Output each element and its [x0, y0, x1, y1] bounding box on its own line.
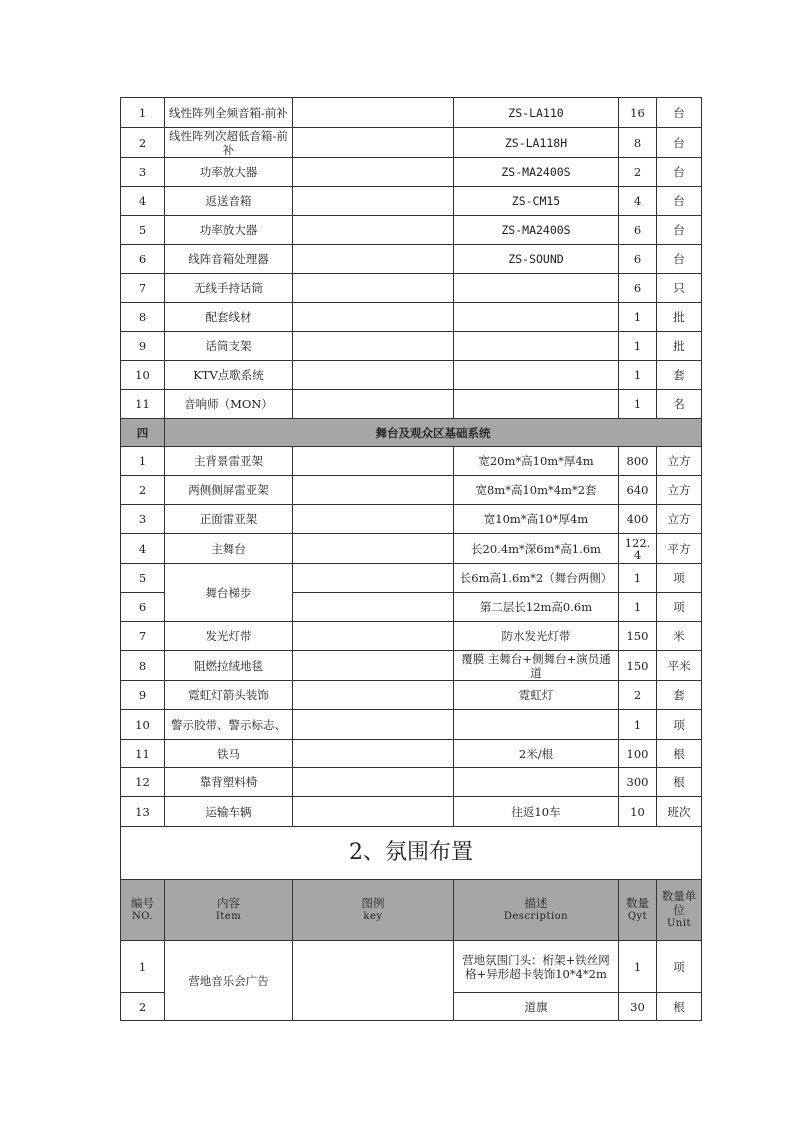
- row-number: 5: [121, 564, 165, 593]
- row-number: 11: [121, 740, 165, 768]
- row-number: 8: [121, 651, 165, 681]
- header-qty-en: Qyt: [627, 911, 648, 922]
- item-name: 无线手持话筒: [165, 274, 293, 303]
- table-row: [121, 332, 702, 361]
- row-number: 11: [121, 390, 165, 419]
- table-row: [121, 681, 702, 710]
- item-qty: 4: [619, 187, 657, 216]
- item-qty: 8: [619, 128, 657, 158]
- item-unit: 台: [657, 187, 702, 216]
- table-row: [121, 245, 702, 274]
- table-row: [121, 98, 702, 128]
- item-name: 配套线材: [165, 303, 293, 332]
- header-desc-cn: 描述: [524, 896, 548, 910]
- item-description: 覆膜 主舞台+侧舞台+演员通道: [454, 651, 619, 681]
- item-qty: 2: [619, 158, 657, 187]
- row-number: 3: [121, 158, 165, 187]
- row-number: 2: [121, 128, 165, 158]
- item-key: [293, 128, 454, 158]
- item-qty: 2: [619, 681, 657, 710]
- table-row: [121, 505, 702, 534]
- section-title: 舞台及观众区基础系统: [165, 419, 702, 447]
- row-number: 7: [121, 622, 165, 651]
- item-name: 阻燃拉绒地毯: [165, 651, 293, 681]
- item-name: 发光灯带: [165, 622, 293, 651]
- item-qty: 150: [619, 651, 657, 681]
- item-key: [293, 564, 454, 593]
- item-name: 音响师（MON）: [165, 390, 293, 419]
- item-description: 长20.4m*深6m*高1.6m: [454, 534, 619, 564]
- table-row: [121, 390, 702, 419]
- item-qty: 16: [619, 98, 657, 128]
- item-description: ZS-CM15: [454, 187, 619, 216]
- header-key: [293, 880, 454, 941]
- item-name: 返送音箱: [165, 187, 293, 216]
- item-unit: 根: [657, 768, 702, 797]
- item-key: [293, 740, 454, 768]
- header-item: [165, 880, 293, 941]
- item-unit: 项: [657, 593, 702, 622]
- item-description: ZS-LA118H: [454, 128, 619, 158]
- row-number: 6: [121, 593, 165, 622]
- item-key: [293, 447, 454, 476]
- item-qty: 1: [619, 941, 657, 993]
- item-key: [293, 303, 454, 332]
- item-qty: 150: [619, 622, 657, 651]
- item-qty: 1: [619, 593, 657, 622]
- item-qty: 1: [619, 361, 657, 390]
- item-qty: 800: [619, 447, 657, 476]
- row-number: 13: [121, 797, 165, 827]
- item-unit: 只: [657, 274, 702, 303]
- row-number: 4: [121, 534, 165, 564]
- table-row: [121, 447, 702, 476]
- item-unit: 根: [657, 740, 702, 768]
- item-qty: 100: [619, 740, 657, 768]
- item-description: [454, 390, 619, 419]
- table-row: [121, 768, 702, 797]
- item-name: 两侧侧屏雷亚架: [165, 476, 293, 505]
- item-key: [293, 651, 454, 681]
- item-unit: 班次: [657, 797, 702, 827]
- item-name: 铁马: [165, 740, 293, 768]
- row-number: 2: [121, 476, 165, 505]
- item-description: [454, 274, 619, 303]
- item-name: 话筒支架: [165, 332, 293, 361]
- item-name: 线性阵列全频音箱-前补: [165, 98, 293, 128]
- item-unit: 项: [657, 710, 702, 740]
- item-key: [293, 187, 454, 216]
- table-row: [121, 187, 702, 216]
- section-heading: 2、氛围布置: [121, 827, 702, 880]
- row-number: 4: [121, 187, 165, 216]
- section-header-row: [121, 419, 702, 447]
- header-unit: [657, 880, 702, 941]
- item-description: [454, 303, 619, 332]
- item-name: 营地音乐会广告: [165, 941, 293, 1021]
- item-unit: 项: [657, 941, 702, 993]
- item-description: 道旗: [454, 993, 619, 1021]
- item-description: ZS-SOUND: [454, 245, 619, 274]
- header-key-en: key: [363, 911, 383, 922]
- item-description: [454, 768, 619, 797]
- item-description: [454, 361, 619, 390]
- item-name: 警示胶带、警示标志、: [165, 710, 293, 740]
- row-number: 1: [121, 941, 165, 993]
- item-description: ZS-MA2400S: [454, 158, 619, 187]
- header-qty: [619, 880, 657, 941]
- row-number: 10: [121, 361, 165, 390]
- item-description: 2米/根: [454, 740, 619, 768]
- item-description: 霓虹灯: [454, 681, 619, 710]
- item-name: 线性阵列次超低音箱-前补: [165, 128, 293, 158]
- item-description: ZS-LA110: [454, 98, 619, 128]
- item-key: [293, 361, 454, 390]
- item-name: KTV点歌系统: [165, 361, 293, 390]
- item-qty: 1: [619, 564, 657, 593]
- item-description: 宽20m*高10m*厚4m: [454, 447, 619, 476]
- header-key-cn: 图例: [361, 896, 385, 910]
- item-unit: 台: [657, 128, 702, 158]
- item-qty: 400: [619, 505, 657, 534]
- row-number: 12: [121, 768, 165, 797]
- item-unit: 立方: [657, 476, 702, 505]
- item-description: 往返10车: [454, 797, 619, 827]
- item-description: 长6m高1.6m*2（舞台两侧）: [454, 564, 619, 593]
- row-number: 7: [121, 274, 165, 303]
- table-row: [121, 534, 702, 564]
- item-description: 第二层长12m高0.6m: [454, 593, 619, 622]
- item-unit: 名: [657, 390, 702, 419]
- item-name: 正面雷亚架: [165, 505, 293, 534]
- item-unit: 根: [657, 993, 702, 1021]
- item-unit: 批: [657, 332, 702, 361]
- table-row: [121, 274, 702, 303]
- item-unit: 米: [657, 622, 702, 651]
- header-unit-en: Unit: [666, 918, 692, 929]
- item-unit: 批: [657, 303, 702, 332]
- header-desc-en: Description: [503, 911, 569, 922]
- item-name: 功率放大器: [165, 216, 293, 245]
- item-key: [293, 797, 454, 827]
- item-key: [293, 98, 454, 128]
- item-name: 舞台梯步: [165, 564, 293, 622]
- table-row: [121, 158, 702, 187]
- item-name: 功率放大器: [165, 158, 293, 187]
- item-key: [293, 681, 454, 710]
- item-unit: 立方: [657, 447, 702, 476]
- item-key: [293, 216, 454, 245]
- row-number: 3: [121, 505, 165, 534]
- item-key: [293, 245, 454, 274]
- header-item-cn: 内容: [217, 896, 240, 910]
- item-name: 运输车辆: [165, 797, 293, 827]
- item-qty: 10: [619, 797, 657, 827]
- item-key: [293, 593, 454, 622]
- item-name: 主背景雷亚架: [165, 447, 293, 476]
- item-key: [293, 941, 454, 1021]
- table-row: [121, 797, 702, 827]
- row-number: 8: [121, 303, 165, 332]
- item-name: 线阵音箱处理器: [165, 245, 293, 274]
- table-row: [121, 651, 702, 681]
- table-row: [121, 941, 702, 993]
- table-row: [121, 622, 702, 651]
- header-unit-cn: 数量单位: [661, 889, 697, 917]
- item-key: [293, 622, 454, 651]
- item-qty: 30: [619, 993, 657, 1021]
- row-number: 6: [121, 245, 165, 274]
- item-qty: 6: [619, 216, 657, 245]
- item-description: 宽10m*高10*厚4m: [454, 505, 619, 534]
- item-unit: 台: [657, 245, 702, 274]
- row-number: 5: [121, 216, 165, 245]
- table-row: [121, 476, 702, 505]
- item-key: [293, 710, 454, 740]
- item-name: 主舞台: [165, 534, 293, 564]
- item-key: [293, 158, 454, 187]
- item-key: [293, 505, 454, 534]
- table-row: [121, 740, 702, 768]
- item-description: 营地氛围门头：桁架+铁丝网格+异形超卡装饰10*4*2m: [454, 941, 619, 993]
- column-header-row: [121, 880, 702, 941]
- section-title-row: [121, 827, 702, 880]
- item-qty: 1: [619, 390, 657, 419]
- item-name: 靠背塑料椅: [165, 768, 293, 797]
- item-name: 霓虹灯箭头装饰: [165, 681, 293, 710]
- section-number: 四: [121, 419, 165, 447]
- equipment-table: [120, 97, 702, 1021]
- table-row: [121, 128, 702, 158]
- item-qty: 1: [619, 332, 657, 361]
- table-row: [121, 216, 702, 245]
- item-qty: 122.4: [619, 534, 657, 564]
- item-unit: 平米: [657, 651, 702, 681]
- table-row: [121, 303, 702, 332]
- item-unit: 台: [657, 158, 702, 187]
- header-qty-cn: 数量: [626, 896, 649, 910]
- item-qty: 6: [619, 245, 657, 274]
- item-qty: 1: [619, 710, 657, 740]
- item-key: [293, 390, 454, 419]
- item-unit: 项: [657, 564, 702, 593]
- item-unit: 平方: [657, 534, 702, 564]
- item-key: [293, 768, 454, 797]
- item-qty: 1: [619, 303, 657, 332]
- row-number: 1: [121, 447, 165, 476]
- item-unit: 套: [657, 681, 702, 710]
- item-unit: 套: [657, 361, 702, 390]
- item-qty: 300: [619, 768, 657, 797]
- item-unit: 台: [657, 98, 702, 128]
- item-key: [293, 534, 454, 564]
- item-description: ZS-MA2400S: [454, 216, 619, 245]
- item-description: [454, 710, 619, 740]
- table-row: [121, 564, 702, 593]
- item-key: [293, 332, 454, 361]
- row-number: 1: [121, 98, 165, 128]
- item-qty: 6: [619, 274, 657, 303]
- item-qty: 640: [619, 476, 657, 505]
- item-description: 防水发光灯带: [454, 622, 619, 651]
- row-number: 2: [121, 993, 165, 1021]
- item-unit: 立方: [657, 505, 702, 534]
- header-desc: [454, 880, 619, 941]
- item-description: [454, 332, 619, 361]
- header-no-en: NO.: [131, 911, 154, 922]
- header-item-en: Item: [215, 911, 242, 922]
- item-key: [293, 274, 454, 303]
- table-row: [121, 361, 702, 390]
- header-no-cn: 编号: [131, 896, 154, 910]
- row-number: 9: [121, 681, 165, 710]
- item-key: [293, 476, 454, 505]
- row-number: 10: [121, 710, 165, 740]
- row-number: 9: [121, 332, 165, 361]
- header-no: [121, 880, 165, 941]
- item-description: 宽8m*高10m*4m*2套: [454, 476, 619, 505]
- item-unit: 台: [657, 216, 702, 245]
- table-row: [121, 710, 702, 740]
